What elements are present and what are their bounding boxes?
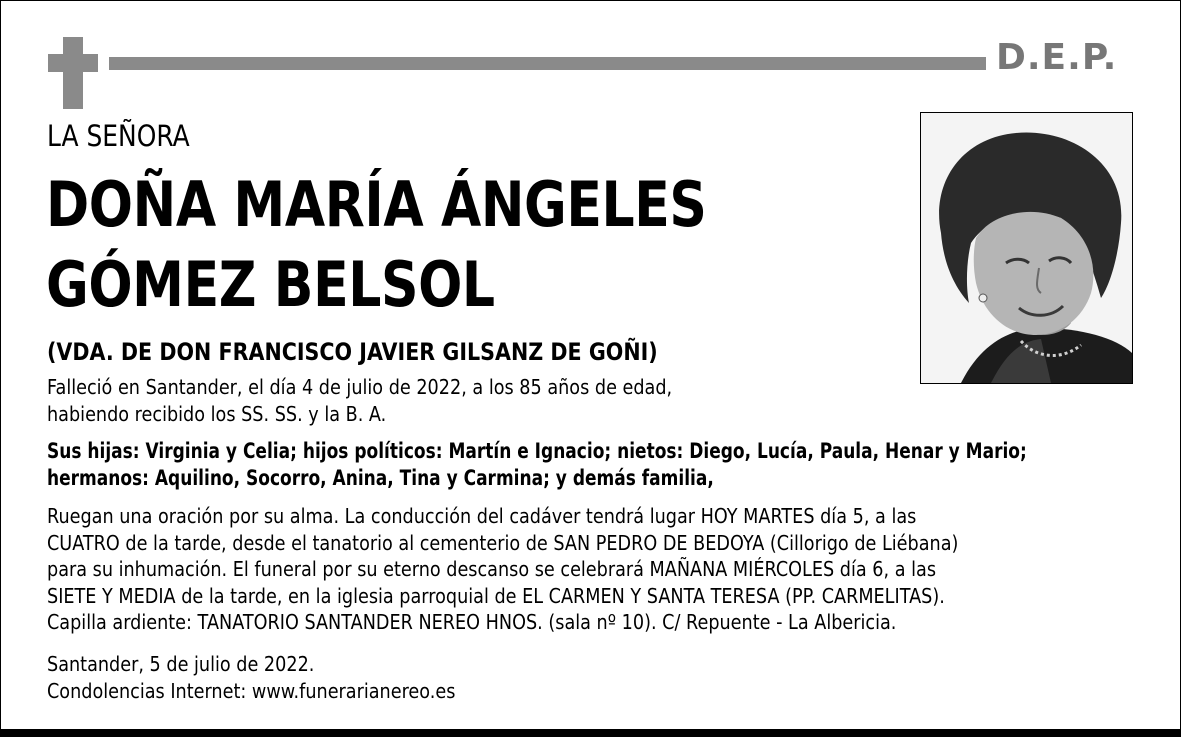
- service-line: CUATRO de la tarde, desde el tanatorio al cementerio de SAN PEDRO DE BEDOYA (Cillorigo de Liébana): [47, 530, 959, 555]
- condolences-line: Condolencias Internet: www.funerarianereo.es: [47, 678, 456, 703]
- service-line: para su inhumación. El funeral por su eterno descanso se celebrará MAÑANA MIÉRCOLES día 6, a las: [47, 557, 937, 581]
- portrait-photo: [920, 112, 1133, 384]
- death-notice-paragraph: [47, 374, 672, 427]
- family-line: hermanos: Aquilino, Socorro, Anina, Tina y Carmina; y demás familia,: [47, 465, 714, 490]
- deceased-name-line-2: GÓMEZ BELSOL: [46, 248, 495, 321]
- service-line: Ruegan una oración por su alma. La conducción del cadáver tendrá lugar HOY MARTES día 5, a las: [47, 504, 917, 528]
- header-rule: [109, 57, 986, 70]
- widow-of-text: (VDA. DE DON FRANCISCO JAVIER GILSANZ DE GOÑI): [47, 338, 658, 366]
- cross-icon: [63, 37, 83, 109]
- cross-icon-arm: [48, 54, 98, 72]
- deceased-name-line-1: DOÑA MARÍA ÁNGELES: [46, 168, 707, 241]
- bottom-border-bar: [0, 729, 1181, 737]
- service-paragraph: [47, 503, 958, 636]
- death-notice-line: habiendo recibido los SS. SS. y la B. A.: [47, 401, 387, 426]
- family-line: Sus hijas: Virginia y Celia; hijos políticos: Martín e Ignacio; nietos: Diego, Lucía, Paula, Henar y Mario;: [47, 439, 1027, 463]
- honorific-title: LA SEÑORA: [47, 119, 190, 153]
- dep-label: D.E.P.: [996, 37, 1118, 78]
- date-place-line: Santander, 5 de julio de 2022.: [47, 652, 315, 676]
- death-notice-line: Falleció en Santander, el día 4 de julio de 2022, a los 85 años de edad,: [47, 375, 673, 399]
- closing-paragraph: [47, 651, 455, 704]
- service-line: Capilla ardiente: TANATORIO SANTANDER NEREO HNOS. (sala nº 10). C/ Repuente - La Albericia.: [47, 610, 897, 634]
- portrait-illustration: [921, 113, 1132, 383]
- family-paragraph: [47, 438, 1027, 491]
- service-line: SIETE Y MEDIA de la tarde, en la iglesia parroquial de EL CARMEN Y SANTA TERESA (PP. CARMELITAS).: [47, 583, 945, 608]
